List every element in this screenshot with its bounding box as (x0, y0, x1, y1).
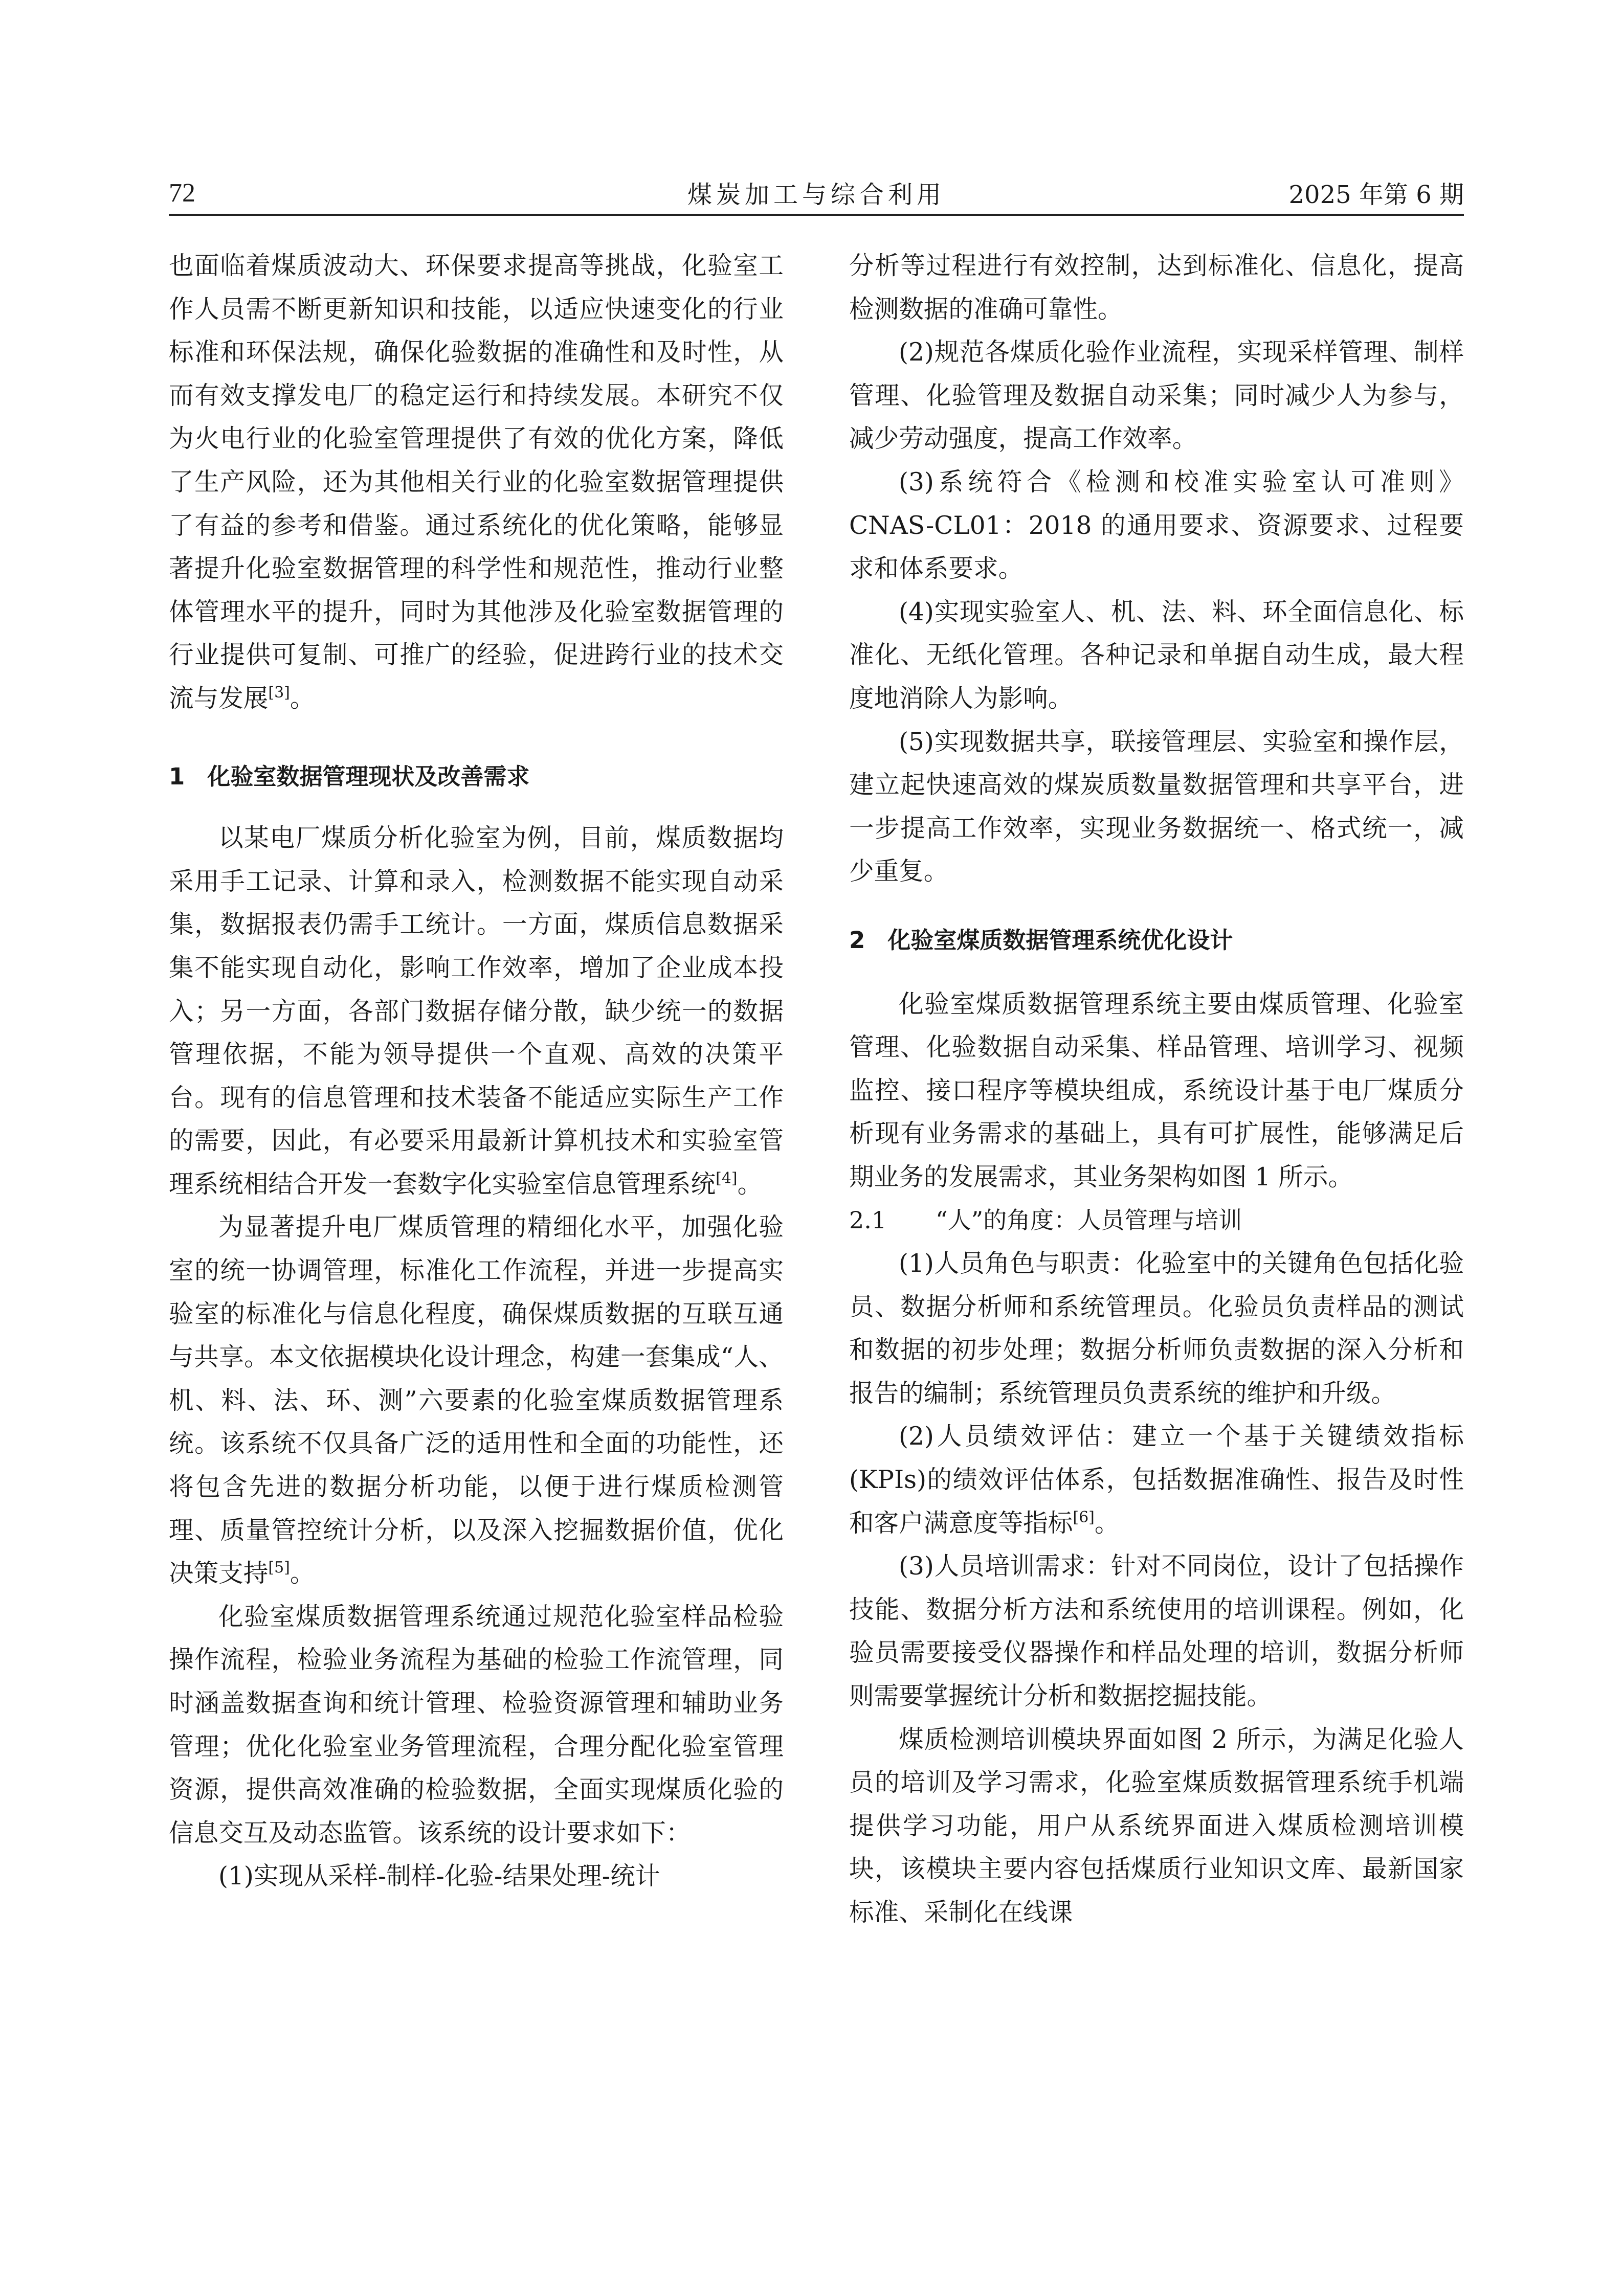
subsection-number: 2.1 (849, 1206, 887, 1234)
paragraph-end: 。 (290, 684, 315, 713)
paragraph-text: (2)人员绩效评估：建立一个基于关键绩效指标(KPIs)的绩效评估体系，包括数据准确性、报告及时性和客户满意度等指标 (849, 1422, 1464, 1538)
list-item: (3)人员培训需求：针对不同岗位，设计了包括操作技能、数据分析方法和系统使用的培训课程。例如，化验员需要接受仪器操作和样品处理的培训，数据分析师则需要掌握统计分析和数据挖掘技能。 (849, 1552, 1464, 1710)
paragraph-end: 。 (1094, 1509, 1120, 1538)
paragraph: 化验室煤质数据管理系统通过规范化验室样品检验操作流程，检验业务流程为基础的检验工作流管理，同时涵盖数据查询和统计管理、检验资源管理和辅助业务管理；优化化验室业务管理流程，合理分配化验室管理资源，提供高效准确的检验数据，全面实现煤质化验的信息交互及动态监管。该系统的设计要求如下： (169, 1602, 784, 1848)
paragraph-text: 为显著提升电厂煤质管理的精细化水平，加强化验室的统一协调管理，标准化工作流程，并进一步提高实验室的标准化与信息化程度，确保煤质数据的互联互通与共享。本文依据模块化设计理念，构建一套集成“人、机、料、法、环、测”六要素的化验室煤质数据管理系统。该系统不仅具备广泛的适用性和全面的功能性，还将包含先进的数据分析功能，以便于进行煤质检测管理、质量管控统计分析，以及深入挖掘数据价值，优化决策支持 (169, 1213, 784, 1588)
subsection-title: “人”的角度：人员管理与培训 (936, 1206, 1242, 1234)
citation: [4] (716, 1169, 738, 1187)
right-column (849, 244, 1464, 1934)
paragraph-end: 。 (290, 1559, 315, 1588)
issue-label: 2025 年第 6 期 (1288, 181, 1464, 209)
paragraph (169, 817, 784, 1206)
section-title: 化验室数据管理现状及改善需求 (207, 762, 530, 790)
page-number: 72 (169, 178, 195, 208)
list-item: (5)实现数据共享，联接管理层、实验室和操作层，建立起快速高效的煤炭质数量数据管理和共享平台，进一步提高工作效率，实现业务数据统一、格式统一，减少重复。 (849, 727, 1464, 886)
paragraph: 化验室煤质数据管理系统主要由煤质管理、化验室管理、化验数据自动采集、样品管理、培训学习、视频监控、接口程序等模块组成，系统设计基于电厂煤质分析现有业务需求的基础上，具有可扩展性，能够满足后期业务的发展需求，其业务架构如图 1 所示。 (849, 989, 1464, 1191)
paragraph-end: 。 (737, 1169, 763, 1199)
section-heading (169, 755, 784, 799)
paragraph: 分析等过程进行有效控制，达到标准化、信息化，提高检测数据的准确可靠性。 (849, 252, 1464, 324)
citation: [3] (268, 683, 290, 702)
paragraph-text: 以某电厂煤质分析化验室为例，目前，煤质数据均采用手工记录、计算和录入，检测数据不能实现自动采集，数据报表仍需手工统计。一方面，煤质信息数据采集不能实现自动化，影响工作效率，增加了企业成本投入；另一方面，各部门数据存储分散，缺少统一的数据管理依据，不能为领导提供一个直观、高效的决策平台。现有的信息管理和技术装备不能适应实际生产工作的需要，因此，有必要采用最新计算机技术和实验室管理系统相结合开发一套数字化实验室信息管理系统 (169, 824, 784, 1199)
list-item: (1)实现从采样-制样-化验-结果处理-统计 (218, 1862, 660, 1891)
section-title: 化验室煤质数据管理系统优化设计 (887, 926, 1233, 954)
left-column (169, 244, 784, 1898)
paragraph (169, 1206, 784, 1595)
list-item: (1)人员角色与职责：化验室中的关键角色包括化验员、数据分析师和系统管理员。化验员负责样品的测试和数据的初步处理；数据分析师负责数据的深入分析和报告的编制；系统管理员负责系统的维护和升级。 (849, 1249, 1464, 1408)
paragraph: 煤质检测培训模块界面如图 2 所示，为满足化验人员的培训及学习需求，化验室煤质数据管理系统手机端提供学习功能，用户从系统界面进入煤质检测培训模块，该模块主要内容包括煤质行业知识文库、最新国家标准、采制化在线课 (849, 1725, 1464, 1927)
list-item: (3)系统符合《检测和校准实验室认可准则》CNAS-CL01：2018 的通用要求、资源要求、过程要求和体系要求。 (849, 467, 1464, 583)
list-item (849, 1415, 1464, 1545)
citation: [6] (1073, 1508, 1095, 1526)
list-item: (2)规范各煤质化验作业流程，实现采样管理、制样管理、化验管理及数据自动采集；同时减少人为参与，减少劳动强度，提高工作效率。 (849, 338, 1464, 454)
paragraph (169, 244, 784, 721)
list-item: (4)实现实验室人、机、法、料、环全面信息化、标准化、无纸化管理。各种记录和单据自动生成，最大程度地消除人为影响。 (849, 597, 1464, 713)
section-number: 2 (849, 926, 865, 954)
journal-title: 煤炭加工与综合利用 (687, 181, 945, 209)
subsection-heading (849, 1199, 1464, 1242)
citation: [5] (268, 1559, 290, 1577)
running-header (169, 173, 1464, 214)
header-rule (169, 214, 1464, 216)
section-heading (849, 919, 1464, 962)
section-number: 1 (169, 762, 185, 790)
paragraph-text: 也面临着煤质波动大、环保要求提高等挑战，化验室工作人员需不断更新知识和技能，以适应快速变化的行业标准和环保法规，确保化验数据的准确性和及时性，从而有效支撑发电厂的稳定运行和持续发展。本研究不仅为火电行业的化验室管理提供了有效的优化方案，降低了生产风险，还为其他相关行业的化验室数据管理提供了有益的参考和借鉴。通过系统化的优化策略，能够显著提升化验室数据管理的科学性和规范性，推动行业整体管理水平的提升，同时为其他涉及化验室数据管理的行业提供可复制、可推广的经验，促进跨行业的技术交流与发展 (169, 252, 784, 713)
